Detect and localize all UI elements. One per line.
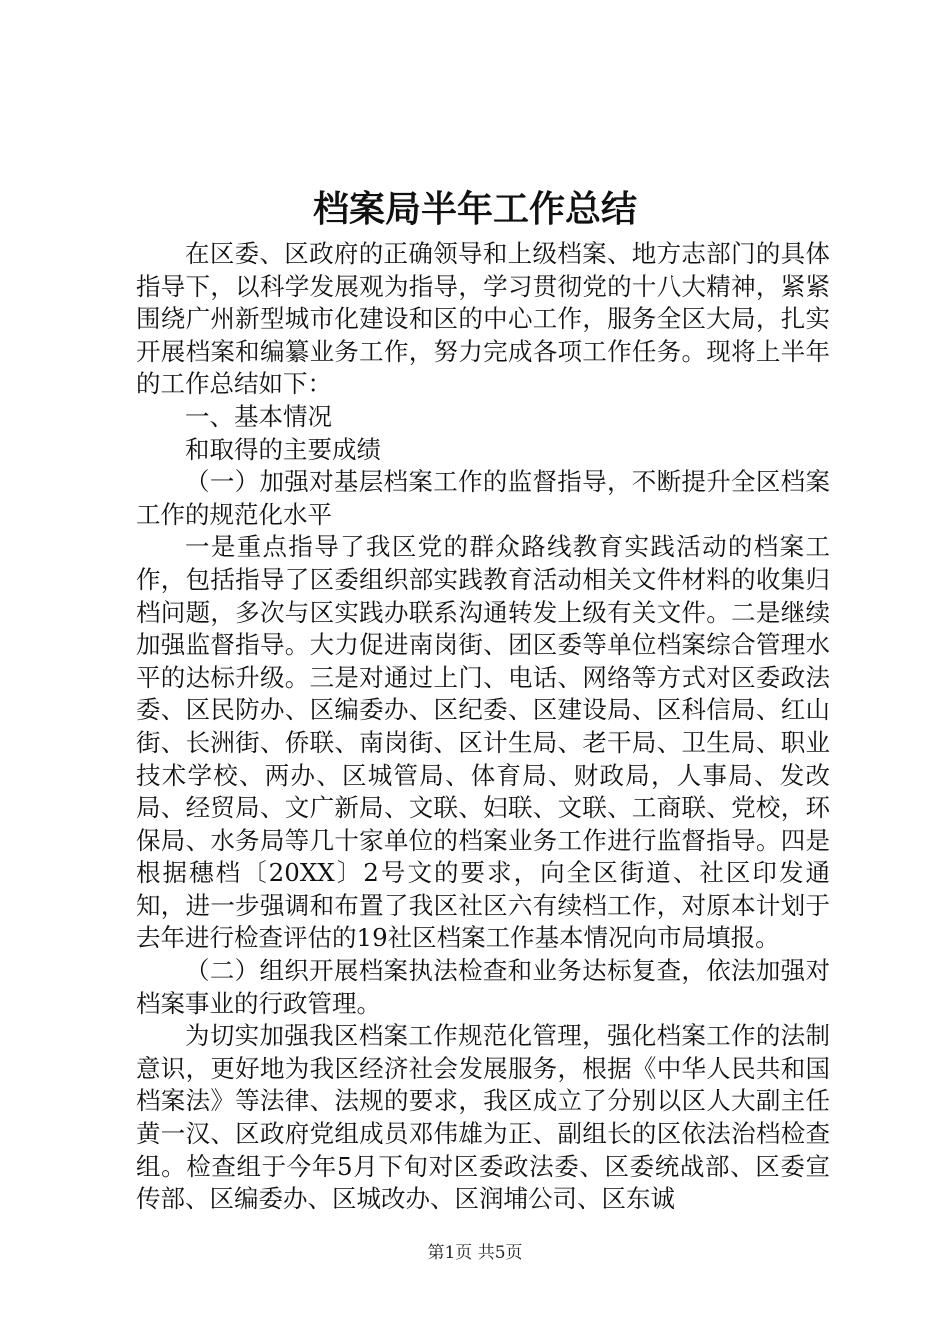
page-number: 第1页 共5页 <box>427 1243 523 1263</box>
section-heading: 一、基本情况 <box>185 401 332 431</box>
document-title: 档案局半年工作总结 <box>312 189 637 230</box>
paragraph-supervision: 一是重点指导了我区党的群众路线教育实践活动的档案工作，包括指导了区委组织部实践教育活动相关文件材料的收集归档问题，多次与区实践办联系沟通转发上级有关文件。二是继续加强监督指导。大力促进南岗街、团区委等单位档案综合管理水平的达标升级。三是对通过上门、电话、网络等方式对区委政法委、区民防办、区编委办、区纪委、区建设局、区科信局、红山街、长洲街、侨联、南岗街、区计生局、老干局、卫生局、职业技术学校、两办、区城管局、体育局、财政局，人事局、发改局、经贸局、文广新局、文联、妇联、文联、工商联、党校，环保局、水务局等几十家单位的档案业务工作进行监督指导。四是根据穗档〔20XX〕2号文的要求，向全区街道、社区印发通知，进一步强调和布置了我区社区六有续档工作，对原本计划于去年进行检查评估的19社区档案工作基本情况向市局填报。 <box>136 532 830 953</box>
paragraph-intro: 在区委、区政府的正确领导和上级档案、地方志部门的具体指导下，以科学发展观为指导，学习贯彻党的十八大精神，紧紧围绕广州新型城市化建设和区的中心工作，服务全区大局，扎实开展档案和编纂业务工作，努力完成各项工作任务。现将上半年的工作总结如下： <box>136 239 830 399</box>
subsection-heading-2: （二）组织开展档案执法检查和业务达标复查，依法加强对档案事业的行政管理。 <box>136 956 830 1018</box>
subsection-heading-1: （一）加强对基层档案工作的监督指导，不断提升全区档案工作的规范化水平 <box>136 467 830 529</box>
document-body <box>136 238 830 1216</box>
section-heading-continued: 和取得的主要成绩 <box>185 434 381 464</box>
paragraph-inspection: 为切实加强我区档案工作规范化管理，强化档案工作的法制意识，更好地为我区经济社会发展服务，根据《中华人民共和国档案法》等法律、法规的要求，我区成立了分别以区人大副主任黄一汉、区政府党组成员邓伟雄为正、副组长的区依法治档检查组。检查组于今年5月下旬对区委政法委、区委统战部、区委宣传部、区编委办、区城改办、区润埔公司、区东诚 <box>136 1021 830 1214</box>
